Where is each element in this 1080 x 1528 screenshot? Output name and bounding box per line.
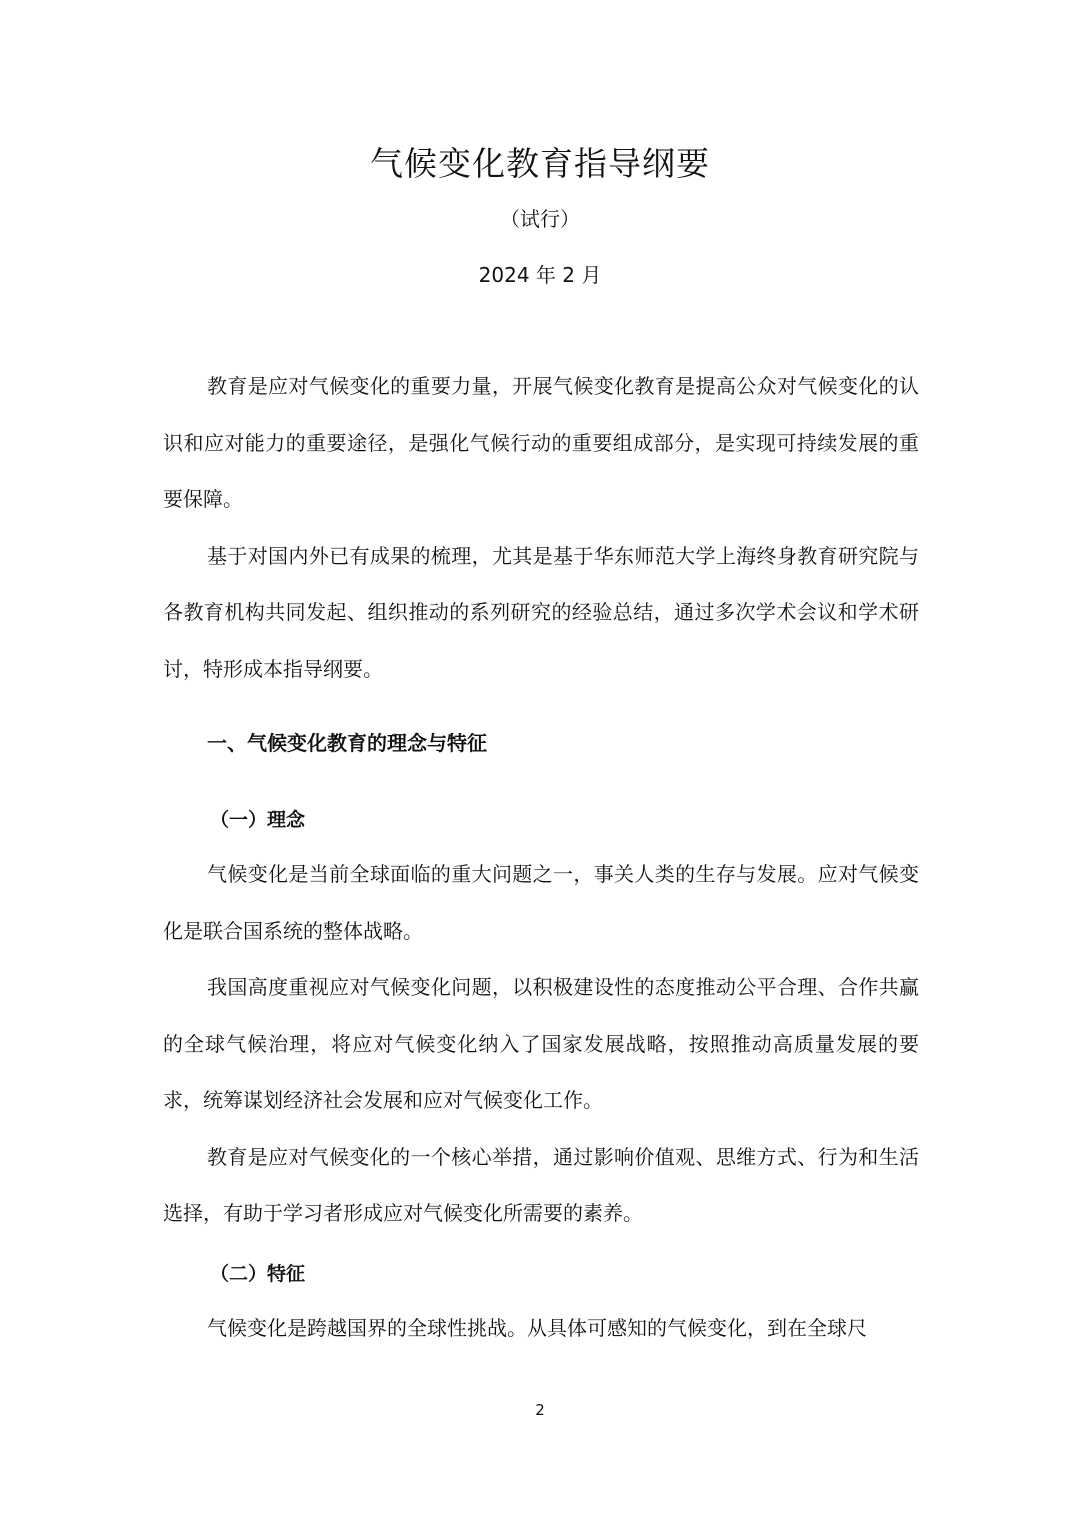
intro-paragraph-1: 教育是应对气候变化的重要力量，开展气候变化教育是提高公众对气候变化的认识和应对能力的重要途径，是强化气候行动的重要组成部分，是实现可持续发展的重要保障。 [163,374,919,511]
document-subtitle: （试行） [500,207,580,231]
features-section [163,1300,919,1357]
intro-section [163,358,919,697]
subsection-heading-features: （二）特征 [210,1263,306,1285]
concept-paragraph-3: 教育是应对气候变化的一个核心举措，通过影响价值观、思维方式、行为和生活选择，有助于学习者形成应对气候变化所需要的素养。 [163,1144,919,1225]
subsection-heading-concept: （一）理念 [210,809,306,831]
section-heading-1: 一、气候变化教育的理念与特征 [207,731,487,755]
concept-paragraph-1: 气候变化是当前全球面临的重大问题之一，事关人类的生存与发展。应对气候变化是联合国系统的整体战略。 [163,862,919,943]
intro-paragraph-2: 基于对国内外已有成果的梳理，尤其是基于华东师范大学上海终身教育研究院与各教育机构共同发起、组织推动的系列研究的经验总结，通过多次学术会议和学术研讨，特形成本指导纲要。 [163,543,919,681]
concept-paragraph-2: 我国高度重视应对气候变化问题，以积极建设性的态度推动公平合理、合作共赢的全球气候治理，将应对气候变化纳入了国家发展战略，按照推动高质量发展的要求，统筹谋划经济社会发展和应对气候变化工作。 [163,975,919,1112]
page-number: 2 [535,1401,545,1419]
concept-section [163,846,919,1242]
document-title: 气候变化教育指导纲要 [370,144,710,183]
document-date: 2024 年 2 月 [478,263,602,287]
features-paragraph-1: 气候变化是跨越国界的全球性挑战。从具体可感知的气候变化，到在全球尺 [207,1316,867,1340]
